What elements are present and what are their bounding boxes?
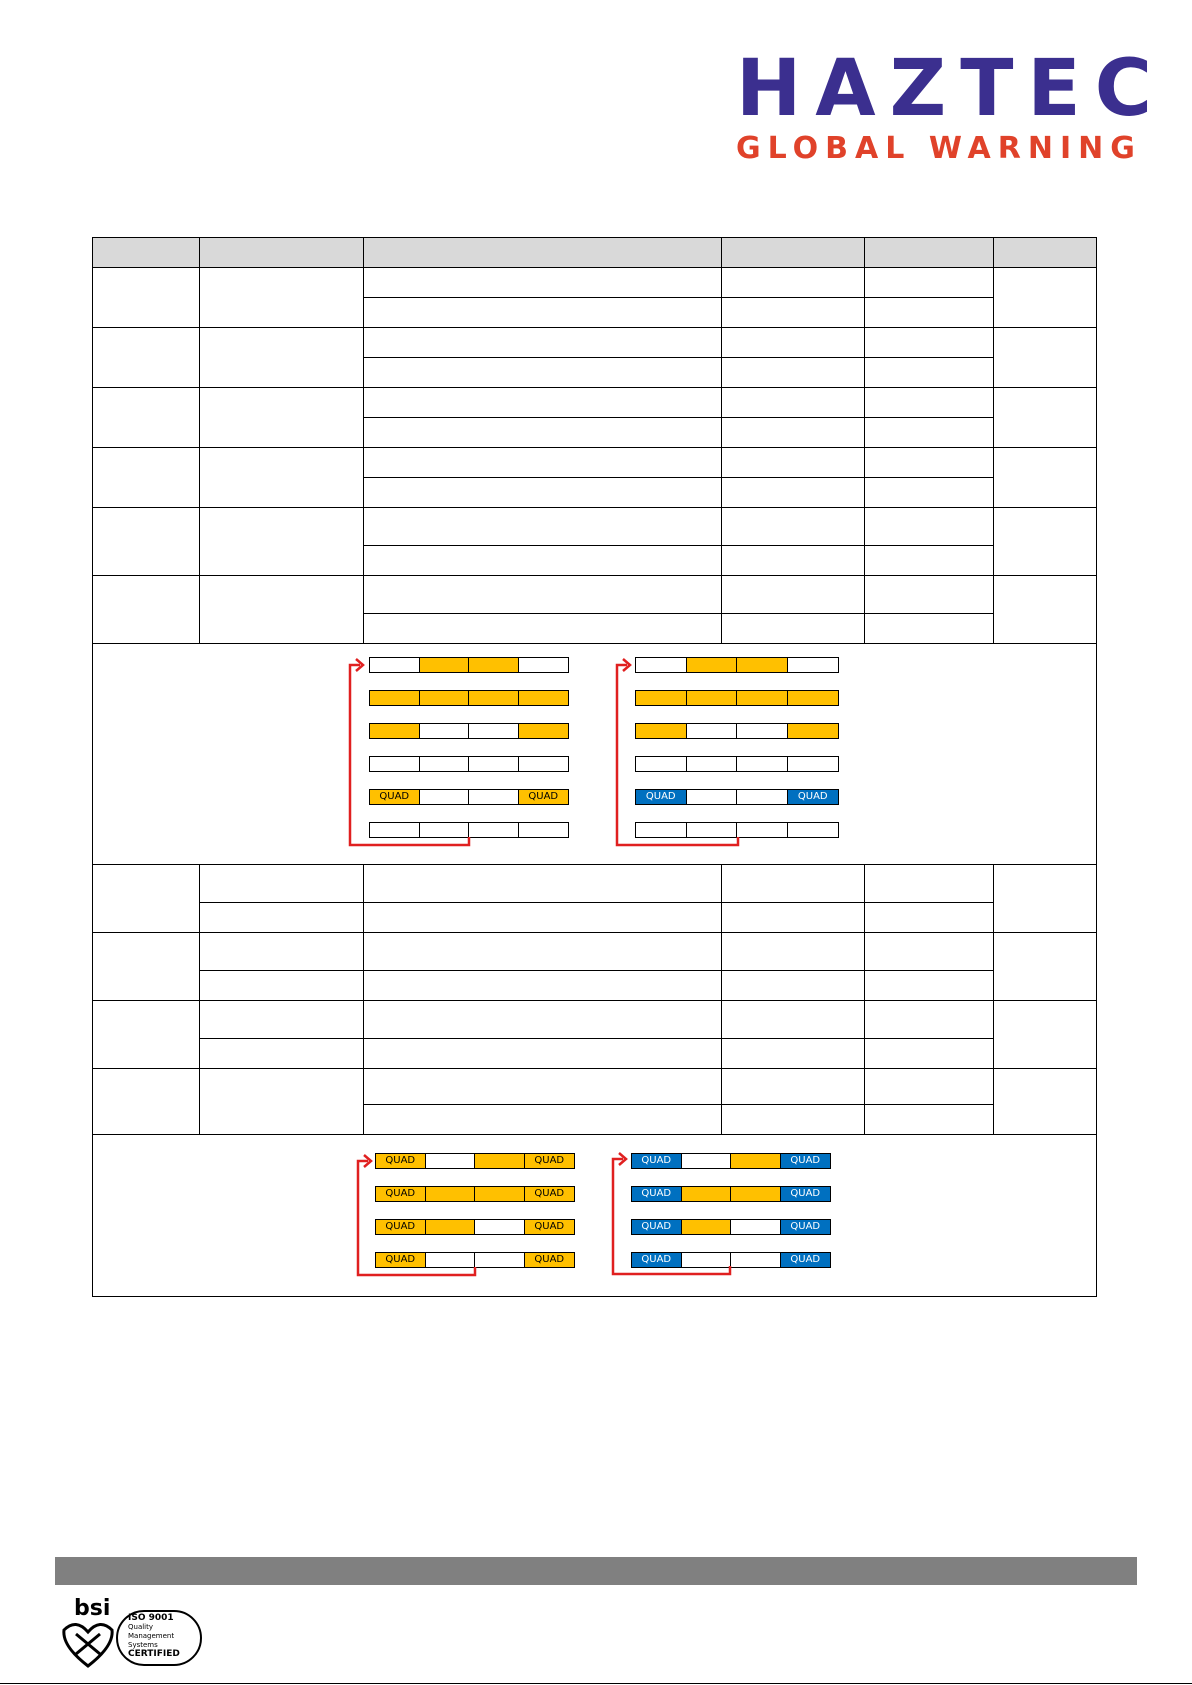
cell bbox=[364, 1069, 722, 1105]
cell bbox=[722, 298, 865, 328]
cell bbox=[93, 508, 200, 576]
light-segment-off bbox=[731, 1253, 781, 1267]
logo-wordmark: HAZTEC bbox=[736, 44, 1166, 134]
cell bbox=[865, 576, 994, 614]
cell bbox=[364, 576, 722, 614]
cell bbox=[364, 933, 722, 971]
cert-line: CERTIFIED bbox=[128, 1649, 180, 1659]
cell bbox=[93, 328, 200, 388]
cell bbox=[722, 328, 865, 358]
quad-segment bbox=[376, 1253, 426, 1267]
cell bbox=[865, 614, 994, 644]
cell bbox=[994, 865, 1097, 933]
cell bbox=[994, 933, 1097, 1001]
light-segment-off bbox=[475, 1220, 525, 1234]
quad-segment bbox=[376, 1187, 426, 1201]
light-bar bbox=[635, 789, 839, 805]
cell bbox=[994, 448, 1097, 508]
light-bar bbox=[369, 789, 569, 805]
cell bbox=[722, 1069, 865, 1105]
light-bar bbox=[635, 756, 839, 772]
header-cell bbox=[994, 238, 1097, 268]
quad-segment bbox=[525, 1253, 575, 1267]
quad-label: QUAD bbox=[385, 1221, 416, 1232]
diagram-row bbox=[93, 1135, 1097, 1297]
cell bbox=[722, 865, 865, 903]
quad-label: QUAD bbox=[790, 1254, 821, 1265]
bsi-iso9001-badge bbox=[56, 1598, 206, 1668]
header-cell bbox=[93, 238, 200, 268]
quad-label: QUAD bbox=[385, 1155, 416, 1166]
table-row bbox=[93, 448, 1097, 478]
cell bbox=[994, 576, 1097, 644]
light-segment-off bbox=[687, 757, 738, 771]
quad-segment bbox=[370, 790, 420, 804]
light-bar bbox=[635, 657, 839, 673]
haztec-logo bbox=[736, 44, 1166, 166]
cell bbox=[865, 971, 994, 1001]
light-segment-off bbox=[519, 823, 569, 837]
cert-line: Quality bbox=[128, 1623, 154, 1631]
cell bbox=[364, 328, 722, 358]
light-segment-off bbox=[682, 1253, 732, 1267]
cert-line: Systems bbox=[128, 1641, 158, 1649]
light-segment-off bbox=[687, 790, 738, 804]
quad-label: QUAD bbox=[534, 1221, 565, 1232]
light-bar bbox=[631, 1186, 831, 1202]
light-bar bbox=[635, 822, 839, 838]
cell bbox=[722, 614, 865, 644]
cell bbox=[722, 478, 865, 508]
light-bar bbox=[369, 822, 569, 838]
cell bbox=[200, 903, 364, 933]
cell bbox=[93, 388, 200, 448]
cell bbox=[93, 933, 200, 1001]
cell bbox=[865, 418, 994, 448]
cell bbox=[994, 508, 1097, 576]
quad-label: QUAD bbox=[641, 1155, 672, 1166]
quad-label: QUAD bbox=[790, 1155, 821, 1166]
light-segment-on bbox=[788, 724, 839, 738]
sequence-loop-arrow bbox=[93, 1135, 94, 1136]
cell bbox=[865, 298, 994, 328]
cell bbox=[200, 508, 364, 576]
cell bbox=[722, 576, 865, 614]
light-bar bbox=[375, 1252, 575, 1268]
header-cell bbox=[200, 238, 364, 268]
cell bbox=[364, 508, 722, 546]
cell bbox=[994, 1069, 1097, 1135]
logo-tagline: GLOBAL WARNING bbox=[736, 131, 1142, 166]
light-segment-off bbox=[475, 1253, 525, 1267]
light-segment-off bbox=[370, 658, 420, 672]
quad-segment bbox=[376, 1154, 426, 1168]
cell bbox=[200, 971, 364, 1001]
cell bbox=[200, 1039, 364, 1069]
cell bbox=[200, 448, 364, 508]
quad-label: QUAD bbox=[379, 791, 410, 802]
bsi-kitemark-icon bbox=[56, 1620, 120, 1670]
light-bar bbox=[631, 1153, 831, 1169]
quad-segment bbox=[781, 1187, 831, 1201]
quad-label: QUAD bbox=[534, 1155, 565, 1166]
header-cell bbox=[364, 238, 722, 268]
table-row bbox=[93, 903, 1097, 933]
quad-label: QUAD bbox=[790, 1188, 821, 1199]
cell bbox=[865, 1001, 994, 1039]
light-segment-off bbox=[370, 823, 420, 837]
light-segment-off bbox=[636, 757, 687, 771]
light-segment-off bbox=[737, 757, 788, 771]
light-segment-off bbox=[636, 823, 687, 837]
light-segment-off bbox=[519, 658, 569, 672]
cell bbox=[865, 1069, 994, 1105]
flash-sequence-diagram-2 bbox=[93, 1135, 1097, 1297]
light-segment-off bbox=[426, 1154, 476, 1168]
quad-segment bbox=[788, 790, 839, 804]
cell bbox=[865, 478, 994, 508]
cell bbox=[865, 388, 994, 418]
table-row bbox=[93, 388, 1097, 418]
light-segment-on bbox=[469, 658, 519, 672]
light-segment-on bbox=[420, 658, 470, 672]
bsi-certification-text bbox=[128, 1614, 198, 1659]
quad-segment bbox=[525, 1220, 575, 1234]
cell bbox=[364, 388, 722, 418]
cell bbox=[722, 971, 865, 1001]
light-segment-on bbox=[475, 1187, 525, 1201]
cell bbox=[722, 1039, 865, 1069]
cell bbox=[200, 268, 364, 328]
diagram-row bbox=[93, 644, 1097, 865]
light-segment-on bbox=[426, 1187, 476, 1201]
light-segment-on bbox=[370, 691, 420, 705]
light-bar bbox=[369, 657, 569, 673]
light-bar bbox=[369, 756, 569, 772]
light-segment-off bbox=[469, 724, 519, 738]
cell bbox=[722, 268, 865, 298]
cell bbox=[364, 1039, 722, 1069]
quad-segment bbox=[781, 1253, 831, 1267]
quad-label: QUAD bbox=[645, 791, 676, 802]
table-row bbox=[93, 576, 1097, 614]
light-segment-off bbox=[731, 1220, 781, 1234]
light-segment-on bbox=[426, 1220, 476, 1234]
light-segment-off bbox=[687, 823, 738, 837]
quad-segment bbox=[525, 1154, 575, 1168]
table-row bbox=[93, 328, 1097, 358]
quad-label: QUAD bbox=[385, 1188, 416, 1199]
light-bar bbox=[375, 1186, 575, 1202]
light-segment-off bbox=[469, 757, 519, 771]
cell bbox=[200, 1001, 364, 1039]
quad-label: QUAD bbox=[790, 1221, 821, 1232]
quad-label: QUAD bbox=[641, 1221, 672, 1232]
quad-label: QUAD bbox=[641, 1188, 672, 1199]
light-bar bbox=[369, 690, 569, 706]
cell bbox=[722, 546, 865, 576]
table-header-row bbox=[93, 238, 1097, 268]
quad-segment bbox=[632, 1187, 682, 1201]
sequence-loop-arrow bbox=[93, 644, 94, 645]
light-segment-off bbox=[426, 1253, 476, 1267]
cell bbox=[364, 903, 722, 933]
cell bbox=[994, 1001, 1097, 1069]
light-segment-off bbox=[420, 724, 470, 738]
cell bbox=[865, 546, 994, 576]
cell bbox=[93, 865, 200, 933]
light-segment-on bbox=[737, 691, 788, 705]
light-bar bbox=[635, 723, 839, 739]
table-row bbox=[93, 1039, 1097, 1069]
cell bbox=[865, 268, 994, 298]
light-segment-off bbox=[519, 757, 569, 771]
quad-label: QUAD bbox=[385, 1254, 416, 1265]
table-row bbox=[93, 268, 1097, 298]
cell bbox=[865, 865, 994, 903]
table-row bbox=[93, 971, 1097, 1001]
light-segment-off bbox=[788, 823, 839, 837]
cell bbox=[722, 933, 865, 971]
page-bottom-rule bbox=[0, 1683, 1192, 1684]
cell bbox=[364, 971, 722, 1001]
cell bbox=[93, 576, 200, 644]
light-segment-on bbox=[731, 1154, 781, 1168]
cell bbox=[200, 865, 364, 903]
light-segment-off bbox=[687, 724, 738, 738]
quad-segment bbox=[781, 1220, 831, 1234]
cell bbox=[722, 418, 865, 448]
cell bbox=[200, 1069, 364, 1135]
light-segment-on bbox=[519, 691, 569, 705]
quad-segment bbox=[376, 1220, 426, 1234]
light-bar bbox=[631, 1219, 831, 1235]
cell bbox=[865, 508, 994, 546]
cell bbox=[865, 358, 994, 388]
cell bbox=[364, 358, 722, 388]
light-segment-on bbox=[682, 1220, 732, 1234]
cell bbox=[994, 328, 1097, 388]
cell bbox=[994, 388, 1097, 448]
cell bbox=[865, 1039, 994, 1069]
cell bbox=[200, 576, 364, 644]
cell bbox=[865, 1105, 994, 1135]
table-row bbox=[93, 1001, 1097, 1039]
light-segment-on bbox=[519, 724, 569, 738]
light-segment-off bbox=[788, 658, 839, 672]
table-row bbox=[93, 1069, 1097, 1105]
cell bbox=[93, 1001, 200, 1069]
quad-segment bbox=[632, 1154, 682, 1168]
quad-segment bbox=[632, 1220, 682, 1234]
cell bbox=[722, 1105, 865, 1135]
cell bbox=[364, 865, 722, 903]
light-segment-on bbox=[475, 1154, 525, 1168]
light-segment-off bbox=[682, 1154, 732, 1168]
light-segment-on bbox=[687, 691, 738, 705]
cell bbox=[994, 268, 1097, 328]
light-segment-off bbox=[370, 757, 420, 771]
light-segment-on bbox=[788, 691, 839, 705]
flash-sequence-diagram-1 bbox=[93, 644, 1097, 865]
cell bbox=[364, 268, 722, 298]
cell bbox=[865, 328, 994, 358]
light-segment-on bbox=[731, 1187, 781, 1201]
cert-line: Management bbox=[128, 1632, 175, 1640]
light-segment-off bbox=[420, 823, 470, 837]
cell bbox=[364, 448, 722, 478]
light-bar bbox=[635, 690, 839, 706]
cell bbox=[93, 1069, 200, 1135]
cell bbox=[200, 933, 364, 971]
light-segment-off bbox=[636, 658, 687, 672]
cell bbox=[722, 903, 865, 933]
quad-label: QUAD bbox=[797, 791, 828, 802]
quad-label: QUAD bbox=[534, 1188, 565, 1199]
cell bbox=[200, 388, 364, 448]
light-segment-off bbox=[469, 790, 519, 804]
light-segment-on bbox=[737, 658, 788, 672]
cell bbox=[722, 1001, 865, 1039]
cell bbox=[364, 1001, 722, 1039]
light-segment-on bbox=[420, 691, 470, 705]
quad-label: QUAD bbox=[528, 791, 559, 802]
light-segment-off bbox=[420, 790, 470, 804]
quad-segment bbox=[525, 1187, 575, 1201]
light-segment-off bbox=[737, 724, 788, 738]
quad-segment bbox=[636, 790, 687, 804]
cell bbox=[364, 298, 722, 328]
cell bbox=[722, 388, 865, 418]
cell bbox=[364, 614, 722, 644]
cell bbox=[865, 933, 994, 971]
table-row bbox=[93, 508, 1097, 546]
cell bbox=[722, 358, 865, 388]
light-segment-on bbox=[636, 724, 687, 738]
light-segment-off bbox=[788, 757, 839, 771]
light-segment-off bbox=[420, 757, 470, 771]
light-segment-off bbox=[737, 790, 788, 804]
quad-segment bbox=[519, 790, 569, 804]
cell bbox=[200, 328, 364, 388]
cell bbox=[865, 903, 994, 933]
cell bbox=[865, 448, 994, 478]
flash-pattern-table bbox=[92, 237, 1096, 1297]
light-segment-on bbox=[636, 691, 687, 705]
cell bbox=[364, 418, 722, 448]
light-segment-on bbox=[370, 724, 420, 738]
cell bbox=[722, 508, 865, 546]
cell bbox=[93, 268, 200, 328]
light-bar bbox=[375, 1219, 575, 1235]
quad-label: QUAD bbox=[534, 1254, 565, 1265]
footer-bar bbox=[55, 1557, 1137, 1585]
cell bbox=[364, 546, 722, 576]
light-bar bbox=[375, 1153, 575, 1169]
light-bar bbox=[369, 723, 569, 739]
table-row bbox=[93, 865, 1097, 903]
cell bbox=[722, 448, 865, 478]
quad-label: QUAD bbox=[641, 1254, 672, 1265]
quad-segment bbox=[632, 1253, 682, 1267]
cell bbox=[364, 478, 722, 508]
iso-standard: ISO 9001 bbox=[128, 1613, 174, 1623]
cell bbox=[93, 448, 200, 508]
header-cell bbox=[865, 238, 994, 268]
light-segment-on bbox=[687, 658, 738, 672]
cell bbox=[364, 1105, 722, 1135]
bsi-wordmark: bsi bbox=[74, 1596, 111, 1621]
light-bar bbox=[631, 1252, 831, 1268]
light-segment-on bbox=[469, 691, 519, 705]
quad-segment bbox=[781, 1154, 831, 1168]
header-cell bbox=[722, 238, 865, 268]
light-segment-off bbox=[469, 823, 519, 837]
table-row bbox=[93, 933, 1097, 971]
light-segment-on bbox=[682, 1187, 732, 1201]
light-segment-off bbox=[737, 823, 788, 837]
